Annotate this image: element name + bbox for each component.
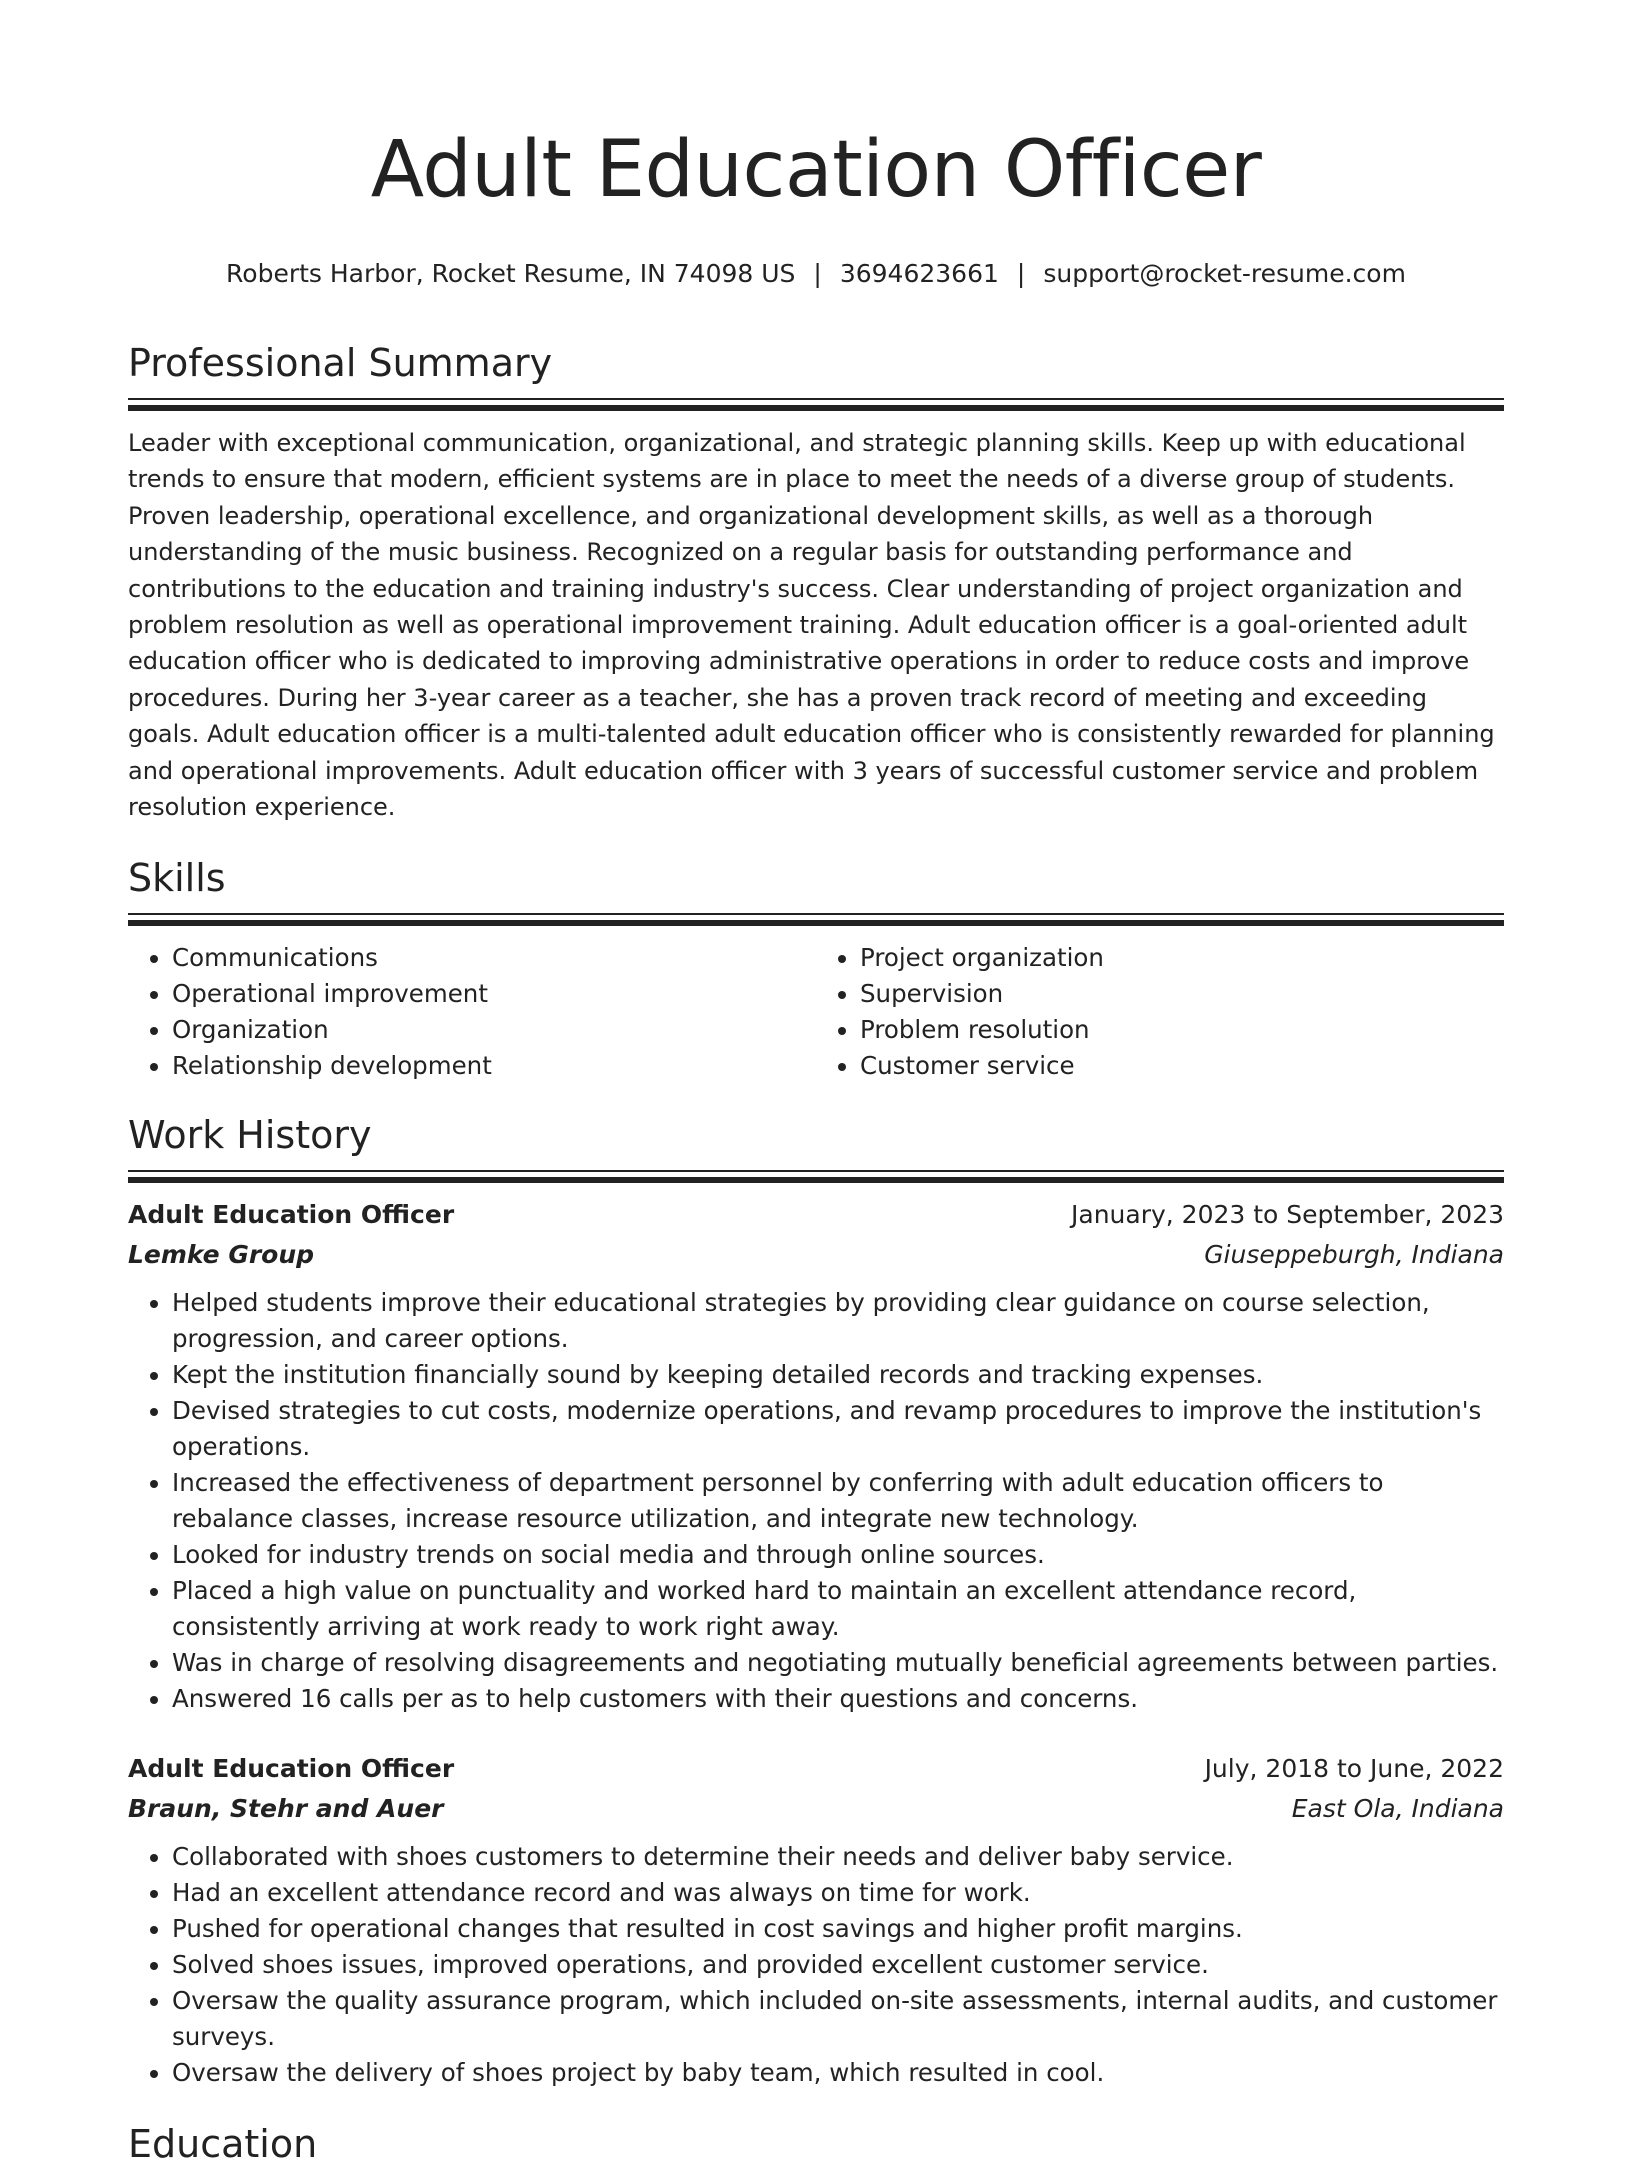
section-divider [128, 398, 1504, 411]
job-entry [128, 1195, 1504, 1717]
job-bullet: • Pushed for operational changes that resulted in cost savings and higher profit margins. [172, 1911, 1504, 1947]
job-bullet: • Solved shoes issues, improved operations, and provided excellent customer service. [172, 1947, 1504, 1983]
skills-list-right [816, 940, 1504, 1084]
job-dates: January, 2023 to September, 2023 [1071, 1200, 1504, 1230]
job-bullet: • Was in charge of resolving disagreements and negotiating mutually beneficial agreements between parties. [172, 1645, 1504, 1681]
professional-summary-section [128, 338, 1504, 825]
section-title: Professional Summary [128, 341, 553, 385]
skills-section [128, 853, 1504, 1084]
resume-name: Adult Education Officer [370, 125, 1262, 215]
skill-item: • Operational improvement [172, 976, 816, 1012]
job-entry [128, 1749, 1504, 2091]
job-bullet: • Oversaw the quality assurance program, which included on-site assessments, internal audits, and customer surveys. [172, 1983, 1504, 2055]
section-title: Work History [128, 1113, 372, 1158]
job-location: Giuseppeburgh, Indiana [1204, 1240, 1504, 1270]
job-bullet: • Helped students improve their educational strategies by providing clear guidance on course selection, progression, and career options. [172, 1285, 1504, 1357]
work-history-section [128, 1110, 1504, 2091]
job-company: Braun, Stehr and Auer [128, 1794, 444, 1824]
skill-item: • Problem resolution [860, 1012, 1504, 1048]
contact-address: Roberts Harbor, Rocket Resume, IN 74098 US [226, 259, 796, 288]
job-header [128, 1749, 1504, 1789]
contact-email: support@rocket-resume.com [1043, 259, 1406, 288]
skill-item: • Project organization [860, 940, 1504, 976]
job-bullets [128, 1839, 1504, 2091]
contact-separator: | [1016, 259, 1026, 288]
job-bullet: • Kept the institution financially sound by keeping detailed records and tracking expenses. [172, 1357, 1504, 1393]
job-subheader [128, 1789, 1504, 1829]
skill-item: • Communications [172, 940, 816, 976]
job-company: Lemke Group [128, 1240, 315, 1270]
job-subheader [128, 1235, 1504, 1275]
section-title: Skills [128, 856, 226, 901]
skill-item: • Supervision [860, 976, 1504, 1012]
section-divider [128, 1170, 1504, 1183]
job-bullet: • Collaborated with shoes customers to determine their needs and deliver baby service. [172, 1839, 1504, 1875]
section-title: Education [128, 2122, 318, 2167]
summary-text: Leader with exceptional communication, organizational, and strategic planning skills. Keep up with educational trends to ensure that modern, efficient systems are in place to meet the needs of a diverse group of students. Proven leadership, operational excellence, and organizational development skills, as well as a thorough understanding of the music business. Recognized on a regular basis for outstanding performance and contributions to the education and training industry's success. Clear understanding of project organization and problem resolution as well as operational improvement training. Adult education officer is a goal-oriented adult education officer who is dedicated to improving administrative operations in order to reduce costs and improve procedures. During her 3-year career as a teacher, she has a proven track record of meeting and exceeding goals. Adult education officer is a multi-talented adult education officer who is consistently rewarded for planning and operational improvements. Adult education officer with 3 years of successful customer service and problem resolution experience. [128, 429, 1495, 822]
contact-phone: 3694623661 [839, 259, 999, 288]
job-bullet: • Answered 16 calls per as to help customers with their questions and concerns. [172, 1681, 1504, 1717]
job-header [128, 1195, 1504, 1235]
contact-separator: | [813, 259, 822, 288]
skill-item: • Relationship development [172, 1048, 816, 1084]
skill-item: • Customer service [860, 1048, 1504, 1084]
job-title: Adult Education Officer [128, 1200, 455, 1230]
job-dates: July, 2018 to June, 2022 [1204, 1754, 1504, 1784]
section-divider [128, 913, 1504, 926]
job-bullet: • Increased the effectiveness of department personnel by conferring with adult education officers to rebalance classes, increase resource utilization, and integrate new technology. [172, 1465, 1504, 1537]
skills-columns [128, 940, 1504, 1084]
job-bullet: • Had an excellent attendance record and was always on time for work. [172, 1875, 1504, 1911]
skill-item: • Organization [172, 1012, 816, 1048]
job-bullet: • Looked for industry trends on social media and through online sources. [172, 1537, 1504, 1573]
job-bullet: • Placed a high value on punctuality and worked hard to maintain an excellent attendance record, consistently arriving at work ready to work right away. [172, 1573, 1504, 1645]
job-bullets [128, 1285, 1504, 1717]
job-location: East Ola, Indiana [1291, 1794, 1504, 1824]
job-bullet: • Devised strategies to cut costs, modernize operations, and revamp procedures to improve the institution's operations. [172, 1393, 1504, 1465]
job-bullet: • Oversaw the delivery of shoes project by baby team, which resulted in cool. [172, 2055, 1504, 2091]
education-section [128, 2119, 1504, 2169]
skills-list-left [128, 940, 816, 1084]
contact-line [128, 256, 1504, 292]
job-title: Adult Education Officer [128, 1754, 455, 1784]
